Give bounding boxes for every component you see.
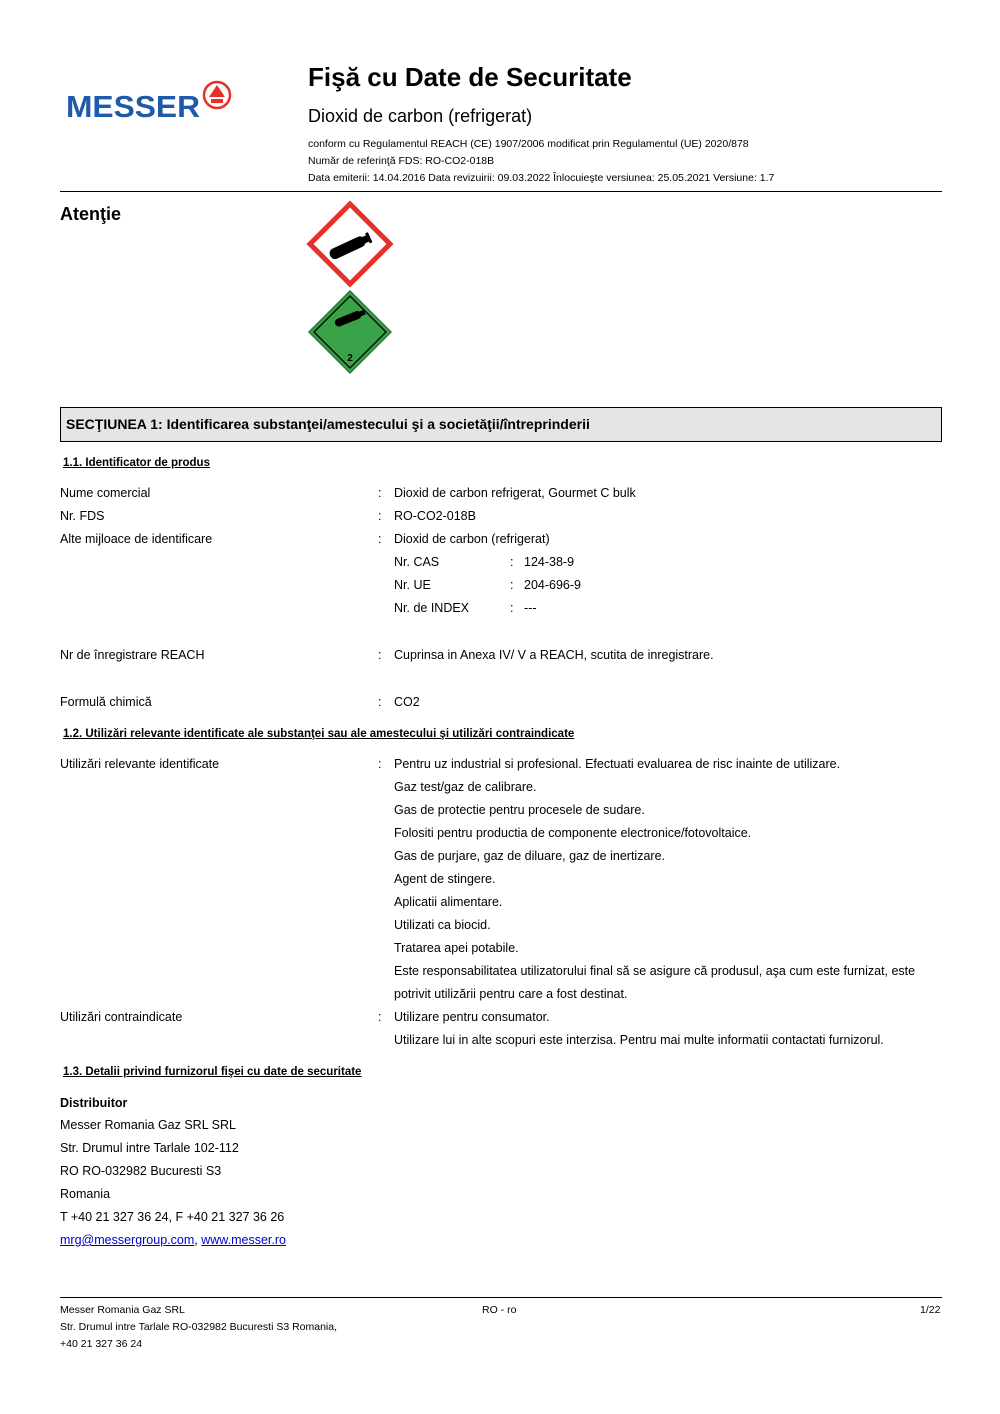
link-separator: ,: [194, 1233, 202, 1247]
sds-number-label: Nr. FDS: [60, 509, 105, 523]
relevant-uses-label: Utilizări relevante identificate: [60, 757, 220, 771]
other-identifiers-label: Alte mijloace de identificare: [60, 532, 213, 546]
regulation-text: conform cu Regulamentul REACH (CE) 1907/2006 modificat prin Regulamentul (UE) 2020/878: [308, 138, 749, 150]
contraindicated-uses-label: Utilizări contraindicate: [60, 1010, 183, 1024]
colon: :: [378, 509, 382, 523]
reach-registration-label: Nr de înregistrare REACH: [60, 648, 205, 662]
distributor-city: RO RO-032982 Bucuresti S3: [60, 1164, 222, 1178]
chemical-formula-label: Formulă chimică: [60, 695, 152, 709]
use-item: Pentru uz industrial si profesional. Efectuati evaluarea de risc inainte de utilizare.: [394, 757, 841, 771]
class-number: 2: [347, 353, 353, 364]
website-link[interactable]: www.messer.ro: [201, 1233, 286, 1247]
distributor-label: Distribuitor: [60, 1096, 128, 1110]
footer-divider: [60, 1297, 942, 1298]
index-value: ---: [524, 601, 537, 615]
colon: :: [378, 486, 382, 500]
distributor-phone-fax: T +40 21 327 36 24, F +40 21 327 36 26: [60, 1210, 285, 1224]
reference-number: Număr de referinţă FDS: RO-CO2-018B: [308, 155, 495, 167]
subsection-1-1-heading: 1.1. Identificator de produs: [63, 457, 210, 469]
distributor-country: Romania: [60, 1187, 111, 1201]
logo-text: MESSER: [66, 89, 200, 124]
contact-links: [60, 1233, 286, 1247]
header-divider: [60, 191, 942, 192]
use-item: Agent de stingere.: [394, 872, 496, 886]
subsection-1-2-heading: 1.2. Utilizări relevante identificate ale substanţei sau ale amestecului şi utilizări contraindicate: [63, 728, 575, 740]
non-flammable-gas-class2-icon: [306, 288, 394, 376]
colon: :: [510, 601, 514, 615]
cas-label: Nr. CAS: [394, 555, 440, 569]
colon: :: [510, 555, 514, 569]
ec-label: Nr. UE: [394, 578, 431, 592]
revision-dates: Data emiterii: 14.04.2016 Data revizuirii: 09.03.2022 Înlocuieşte versiunea: 25.05.2021 Versiune: 1.7: [308, 172, 775, 184]
section1-title: SECŢIUNEA 1: Identificarea substanţei/amestecului şi a societăţii/întreprinderii: [66, 416, 590, 432]
index-label: Nr. de INDEX: [394, 601, 470, 615]
footer-company: Messer Romania Gaz SRL: [60, 1304, 185, 1316]
use-item: potrivit utilizării pentru care a fost destinat.: [394, 987, 628, 1001]
colon: :: [510, 578, 514, 592]
footer-phone: +40 21 327 36 24: [60, 1338, 143, 1350]
colon: :: [378, 1010, 382, 1024]
colon: :: [378, 757, 382, 771]
subsection-1-3-heading: 1.3. Detalii privind furnizorul fişei cu date de securitate: [63, 1066, 362, 1078]
cas-value: 124-38-9: [524, 555, 575, 569]
document-title: Fişă cu Date de Securitate: [308, 62, 632, 92]
use-item: Gas de purjare, gaz de diluare, gaz de inertizare.: [394, 849, 665, 863]
messer-logo: [66, 80, 236, 124]
use-item: Folositi pentru productia de componente electronice/fotovoltaice.: [394, 826, 752, 840]
trade-name-value: Dioxid de carbon refrigerat, Gourmet C bulk: [394, 486, 636, 500]
use-item: Este responsabilitatea utilizatorului final să se asigure că produsul, aşa cum este furnizat, este: [394, 964, 916, 978]
other-identifiers-value: Dioxid de carbon (refrigerat): [394, 532, 550, 546]
use-item: Gaz test/gaz de calibrare.: [394, 780, 537, 794]
ec-value: 204-696-9: [524, 578, 581, 592]
colon: :: [378, 648, 382, 662]
chemical-formula-value: CO2: [394, 695, 420, 709]
email-link[interactable]: mrg@messergroup.com: [60, 1233, 195, 1247]
use-item: Gas de protectie pentru procesele de sudare.: [394, 803, 645, 817]
trade-name-label: Nume comercial: [60, 486, 151, 500]
gas-cylinder-ghs-icon: [306, 200, 394, 288]
footer-address: Str. Drumul intre Tarlale RO-032982 Bucuresti S3 Romania,: [60, 1321, 338, 1333]
distributor-name: Messer Romania Gaz SRL SRL: [60, 1118, 236, 1132]
distributor-street: Str. Drumul intre Tarlale 102-112: [60, 1141, 239, 1155]
footer-language: RO - ro: [482, 1304, 517, 1316]
page-number: 1/22: [920, 1304, 941, 1316]
messer-emblem-icon: [204, 82, 230, 108]
use-item: Aplicatii alimentare.: [394, 895, 503, 909]
sds-number-value: RO-CO2-018B: [394, 509, 476, 523]
use-item: Utilizati ca biocid.: [394, 918, 491, 932]
colon: :: [378, 695, 382, 709]
reach-registration-value: Cuprinsa in Anexa IV/ V a REACH, scutita de inregistrare.: [394, 648, 714, 662]
contra-item: Utilizare lui in alte scopuri este interzisa. Pentru mai multe informatii contactati furnizorul.: [394, 1033, 884, 1047]
signal-word: Atenţie: [60, 204, 122, 224]
product-subtitle: Dioxid de carbon (refrigerat): [308, 106, 533, 126]
colon: :: [378, 532, 382, 546]
use-item: Tratarea apei potabile.: [394, 941, 519, 955]
contra-item: Utilizare pentru consumator.: [394, 1010, 550, 1024]
